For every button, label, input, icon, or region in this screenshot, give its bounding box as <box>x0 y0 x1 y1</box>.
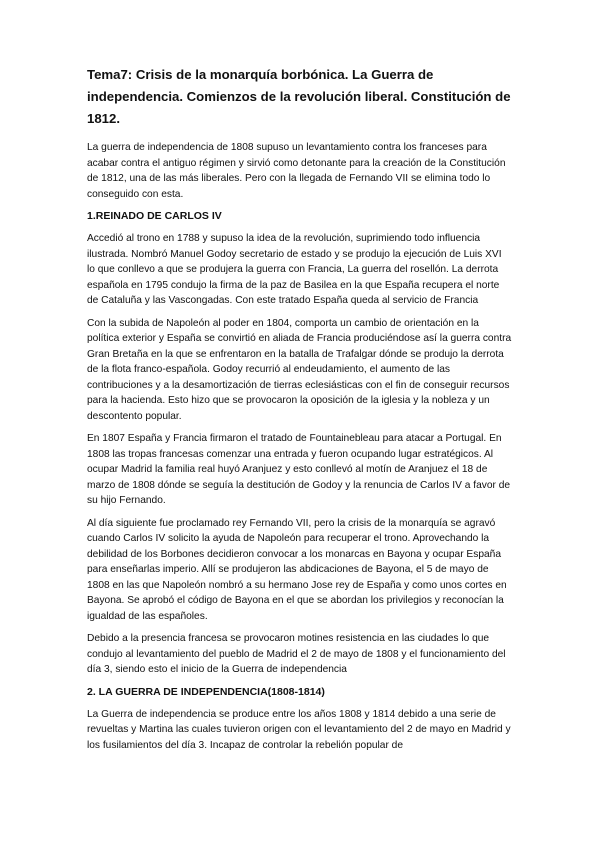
body-paragraph: Con la subida de Napoleón al poder en 1804, comporta un cambio de orientación en la política exterior y España se convirtió en aliada de Francia produciéndose así la guerra contra Gran Bretaña en la que se enfrentaron en la batalla de Trafalgar dónde se produjo la derrota de la flota franco-española. Godoy recurrió al endeudamiento, el aumento de las contribuciones y a la desamortización de tierras eclesiásticas con el fin de conseguir recursos para la hacienda. Esto hizo que se provocaron la oposición de la iglesia y la nobleza y un descontento popular. <box>87 317 512 422</box>
section-guerra-independencia <box>87 685 512 754</box>
intro-paragraph: La guerra de independencia de 1808 supuso un levantamiento contra los franceses para acabar contra el antiguo régimen y sirvió como detonante para la creación de la Constitución de 1812, una de las más liberales. Pero con la llegada de Fernando VII se elimina todo lo conseguido con esta. <box>87 142 506 200</box>
section-reinado-carlos-iv <box>87 209 512 678</box>
document-title: Tema7: Crisis de la monarquía borbónica. La Guerra de independencia. Comienzos de la revolución liberal. Constitución de 1812. <box>87 67 511 126</box>
section-heading: 1.REINADO DE CARLOS IV <box>87 210 222 222</box>
body-paragraph: La Guerra de independencia se produce entre los años 1808 y 1814 debido a una serie de revueltas y Martina las cuales tuvieron origen con el levantamiento del 2 de mayo en Madrid y los fusilamientos del día 3. Incapaz de controlar la rebelión popular de <box>87 708 511 751</box>
body-paragraph: En 1807 España y Francia firmaron el tratado de Fountainebleau para atacar a Portugal. En 1808 las tropas francesas comenzar una entrada y fueron ocupando lugar estratégicos. Al ocupar Madrid la familia real huyó Aranjuez y esto conllevó al motín de Aranjuez el 18 de marzo de 1808 dónde se seguía la destitución de Godoy y la renuncia de Carlos IV a favor de su hijo Fernando. <box>87 433 511 506</box>
body-paragraph: Accedió al trono en 1788 y supuso la idea de la revolución, suprimiendo todo influencia ilustrada. Nombró Manuel Godoy secretario de estado y se produjo la ejecución de Luis XVI lo que conllevo a que se produjera la guerra con Francia, La guerra del rosellón. La derrota española en 1795 condujo la firma de la paz de Basilea en la que España recupera el norte de Cataluña y las Vascongadas. Con este tratado España queda al servicio de Francia <box>87 233 502 306</box>
section-heading: 2. LA GUERRA DE INDEPENDENCIA(1808-1814) <box>87 685 325 698</box>
body-paragraph: Al día siguiente fue proclamado rey Fernando VII, pero la crisis de la monarquía se agravó cuando Carlos IV solicito la ayuda de Napoleón para recuperar el trono. Aprovechando la debilidad de los Borbones decidieron convocar a los monarcas en Bayona y ocupar España para enseñarlas imperio. Allí se produjeron las abdicaciones de Bayona, el 5 de mayo de 1808 en las que Napoleón nombró a su hermano Jose rey de España y como unos cortes en Bayona. Se aprobó el código de Bayona en el que se abordan los privilegios y reconocían la igualdad de las españoles. <box>87 517 507 622</box>
body-paragraph: Debido a la presencia francesa se provocaron motines resistencia en las ciudades lo que condujo al levantamiento del pueblo de Madrid el 2 de mayo de 1808 y el funcionamiento del día 3, siendo esto el inicio de la Guerra de independencia <box>87 633 506 675</box>
